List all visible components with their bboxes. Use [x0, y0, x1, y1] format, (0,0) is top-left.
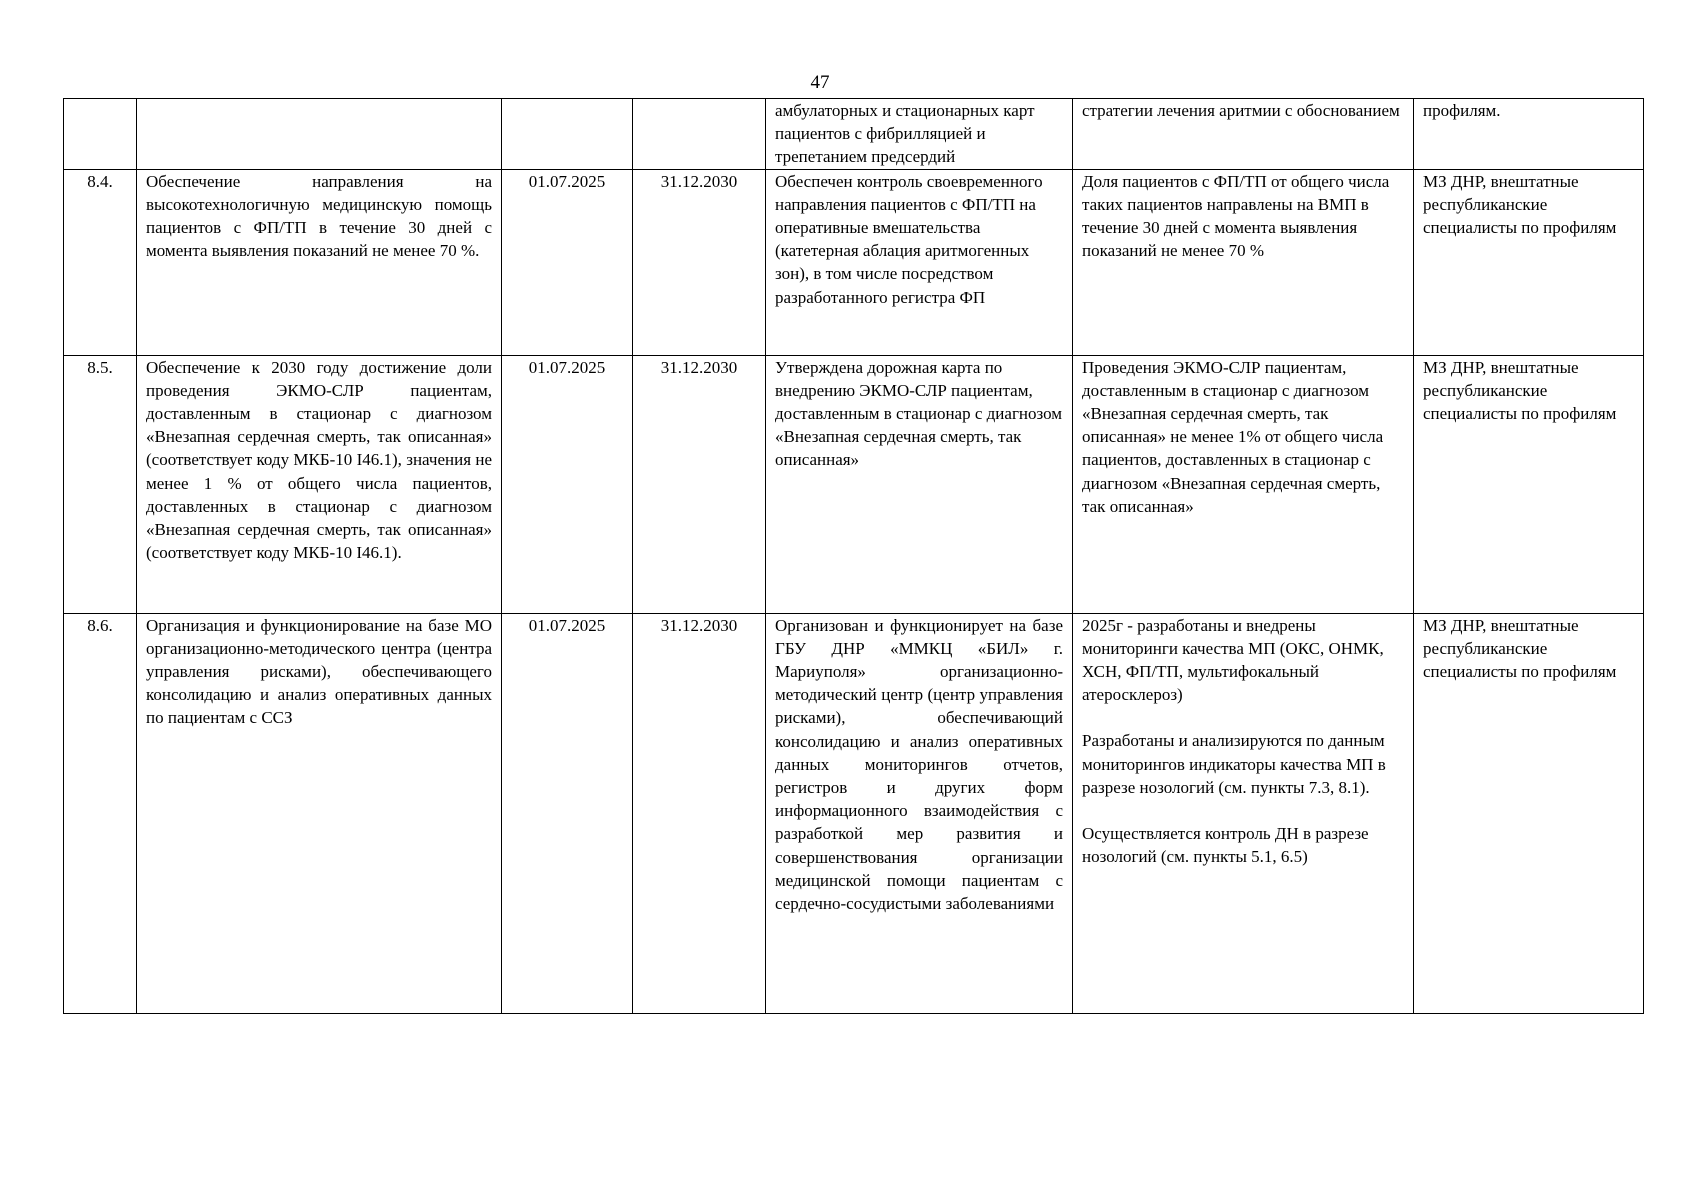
result-cell: амбулаторных и стационарных карт пациентов с фибрилляцией и трепетанием предсердий — [766, 99, 1073, 170]
activity-cell: Обеспечение направления на высокотехнологичную медицинскую помощь пациентов с ФП/ТП в течение 30 дней с момента выявления показаний не менее 70 %. — [137, 169, 502, 355]
indicator-cell: стратегии лечения аритмии с обоснованием — [1073, 99, 1414, 170]
end-date-cell: 31.12.2030 — [633, 169, 766, 355]
result-cell: Утверждена дорожная карта по внедрению ЭКМО-СЛР пациентам, доставленным в стационар с диагнозом «Внезапная сердечная смерть, так описанная» — [766, 355, 1073, 613]
end-date-cell: 31.12.2030 — [633, 613, 766, 1013]
activity-cell — [137, 99, 502, 170]
start-date-cell: 01.07.2025 — [502, 613, 633, 1013]
indicator-cell — [1073, 613, 1414, 1013]
start-date-cell — [502, 99, 633, 170]
row-number: 8.4. — [64, 169, 137, 355]
row-number: 8.6. — [64, 613, 137, 1013]
end-date-cell: 31.12.2030 — [633, 355, 766, 613]
indicator-cell: Доля пациентов с ФП/ТП от общего числа таких пациентов направлены на ВМП в течение 30 дней с момента выявления показаний не менее 70 % — [1073, 169, 1414, 355]
responsible-cell: МЗ ДНР, внештатные республиканские специалисты по профилям — [1414, 355, 1644, 613]
table-row — [64, 99, 1644, 170]
result-cell: Организован и функционирует на базе ГБУ ДНР «ММКЦ «БИЛ» г. Мариуполя» организационно-методический центр (центр управления рисками), обеспечивающий консолидацию и анализ оперативных данных мониторингов отчетов, регистров и других форм информационного взаимодействия с разработкой мер развития и совершенствования организации медицинской помощи пациентам с сердечно-сосудистыми заболеваниями — [766, 613, 1073, 1013]
indicator-paragraph: Осуществляется контроль ДН в разрезе нозологий (см. пункты 5.1, 6.5) — [1082, 824, 1369, 867]
result-cell: Обеспечен контроль своевременного направления пациентов с ФП/ТП на оперативные вмешательства (катетерная аблация аритмогенных зон), в том числе посредством разработанного регистра ФП — [766, 169, 1073, 355]
table-row — [64, 355, 1644, 613]
activity-cell: Организация и функционирование на базе МО организационно-методического центра (центра управления рисками), обеспечивающего консолидацию и анализ оперативных данных по пациентам с ССЗ — [137, 613, 502, 1013]
indicator-cell: Проведения ЭКМО-СЛР пациентам, доставленным в стационар с диагнозом «Внезапная сердечная смерть, так описанная» не менее 1% от общего числа пациентов, доставленных в стационар с диагнозом «Внезапная сердечная смерть, так описанная» — [1073, 355, 1414, 613]
start-date-cell: 01.07.2025 — [502, 355, 633, 613]
indicator-paragraph: Разработаны и анализируются по данным мониторингов индикаторы качества МП в разрезе нозологий (см. пункты 7.3, 8.1). — [1082, 731, 1386, 797]
page-number: 47 — [810, 72, 830, 93]
table-row — [64, 613, 1644, 1013]
activity-cell: Обеспечение к 2030 году достижение доли проведения ЭКМО-СЛР пациентам, доставленным в стационар с диагнозом «Внезапная сердечная смерть, так описанная» (соответствует коду МКБ-10 I46.1), значения не менее 1 % от общего числа пациентов, доставленных в стационар с диагнозом «Внезапная сердечная смерть, так описанная» (соответствует коду МКБ-10 I46.1). — [137, 355, 502, 613]
responsible-cell: профилям. — [1414, 99, 1644, 170]
responsible-cell: МЗ ДНР, внештатные республиканские специалисты по профилям — [1414, 169, 1644, 355]
responsible-cell: МЗ ДНР, внештатные республиканские специалисты по профилям — [1414, 613, 1644, 1013]
row-number — [64, 99, 137, 170]
start-date-cell: 01.07.2025 — [502, 169, 633, 355]
indicator-paragraph: 2025г - разработаны и внедрены мониторинги качества МП (ОКС, ОНМК, ХСН, ФП/ТП, мультифокальный атеросклероз) — [1082, 615, 1384, 705]
row-number: 8.5. — [64, 355, 137, 613]
activities-table — [63, 98, 1644, 1014]
table-row — [64, 169, 1644, 355]
end-date-cell — [633, 99, 766, 170]
